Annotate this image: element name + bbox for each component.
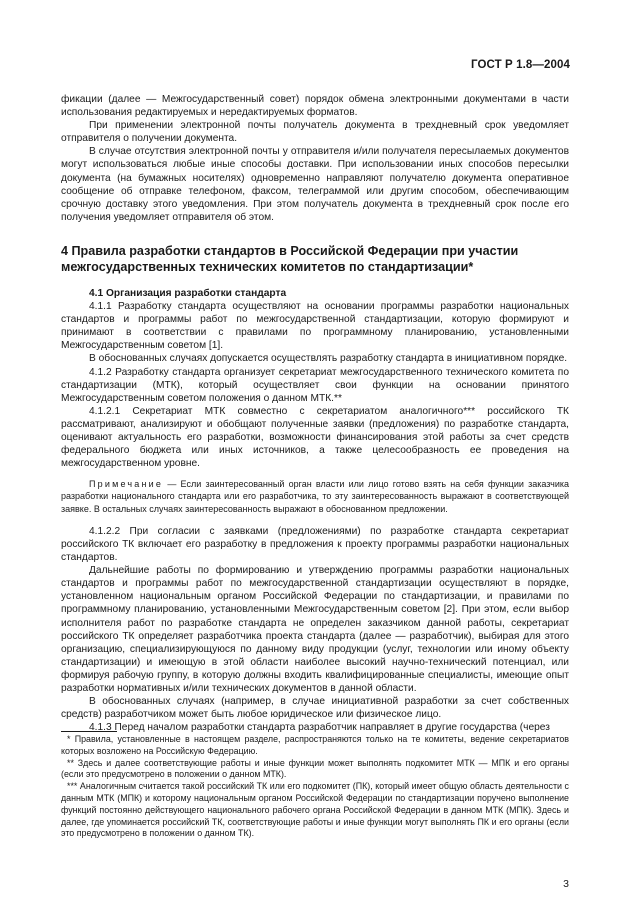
footnote: * Правила, установленные в настоящем разделе, распространяются только на те комитеты, ведение секретариатов которых возложено на Российскую Федерацию.	[61, 734, 569, 756]
subsection-heading: 4.1 Организация разработки стандарта	[89, 287, 287, 299]
clause-4-1-3: 4.1.3 Перед началом разработки стандарта разработчик направляет в другие государства (через	[89, 722, 550, 734]
paragraph: При применении электронной почты получатель документа в трехдневный срок уведомляет отправителя о получении документа.	[61, 120, 569, 145]
footnote: *** Аналогичным считается такой российский ТК или его подкомитет (ПК), который имеет общую область деятельности с данным МТК (МПК) и которому национальным органом Российской Федерации по стандартизации поручено выполнение функций постоянно действующего национального рабочего органа Российской Федерации в данном МТК (МПК). Здесь и далее, где упоминается российский ТК, соответствующие работы и иные функции могут выполнять ПК и его органы (если это предусмотрено в положении о данном ТК).	[61, 781, 569, 839]
section-heading: 4 Правила разработки стандартов в Российской Федерации при участии межгосударственных технических комитетов по стандартизации*	[61, 243, 519, 274]
paragraph: фикации (далее — Межгосударственный совет) порядок обмена электронными документами в части использования редактируемых и нередактируемых форматов.	[61, 94, 569, 119]
paragraph: В обоснованных случаях допускается осуществлять разработку стандарта в инициативном порядке.	[89, 353, 568, 365]
paragraph: В случае отсутствия электронной почты у отправителя и/или получателя пересылаемых документов могут использоваться любые иные способы доставки. При использовании иных способов пересылки документа (на бумажных носителях) одновременно направляют получателю документа оперативное сообщение об отправке телефоном, факсом, телеграммой или другим способом, обеспечивающим срочную доставку этого уведомления. При этом получатель документа в трехдневный срок после его получения уведомляет отправителя об этом.	[61, 146, 569, 223]
clause-4-1-2-1: 4.1.2.1 Секретариат МТК совместно с секретариатом аналогичного*** российского ТК рассматривают, анализируют и обобщают полученные заявки (предложения) по разработке стандарта, оценивают актуальность его разработки, возможности финансирования этой работы за счет средств федерального бюджета или иных источников, а также целесообразность ее проведения на межгосударственном уровне.	[61, 405, 569, 470]
page-number: 3	[563, 878, 569, 890]
paragraph: Дальнейшие работы по формированию и утверждению программы разработки национальных стандартов и программы работ по межгосударственной стандартизации осуществляют в порядке, установленном национальным органом Российской Федерации по стандартизации, и правилами по программному планированию, установленными Межгосударственным советом [2]. При этом, если выбор исполнителя работ по разработке стандарта не определен заказчиком данной работы, секретариат российского ТК определяет разработчика проекта стандарта (далее — разработчик), выбирая для этого организацию, специализирующуюся по данному виду продукции (услуг, технологии или иному объекту стандартизации) и имеющую в этой области наиболее высокий научно-технический потенциал, или формируя рабочую группу, в которую должны входить квалифицированные специалисты, имеющие опыт разработки нормативных и/или технических документов в данной области.	[61, 565, 569, 694]
clause-4-1-2-2: 4.1.2.2 При согласии с заявками (предложениями) по разработке стандарта секретариат российского ТК включает его разработку в предложения к проекту программы разработки национальных стандартов.	[61, 525, 569, 564]
note	[61, 478, 569, 515]
footnote: ** Здесь и далее соответствующие работы и иные функции может выполнять подкомитет МТК — МПК и его органы (если это предусмотрено в положении о данном МТК).	[61, 757, 569, 780]
page-header-doc-code: ГОСТ Р 1.8—2004	[471, 59, 570, 71]
note-label: Примечание	[89, 479, 164, 490]
footnote-divider	[61, 731, 117, 732]
paragraph: В обоснованных случаях (например, в случае инициативной разработки за счет собственных средств) разработчиком может быть любое юридическое или физическое лицо.	[61, 696, 569, 721]
main-text	[61, 93, 569, 734]
footnotes	[61, 734, 569, 840]
note-text: — Если заинтересованный орган власти или лицо готово взять на себя функции заказчика разработки национального стандарта или его разработчика, то эту заинтересованность выражают в соответствующей заявке. В остальных случаях заинтересованность выражают в обоснованном предложении.	[61, 479, 569, 514]
clause-4-1-1: 4.1.1 Разработку стандарта осуществляют на основании программы разработки национальных стандартов и программы работ по межгосударственной стандартизации, которую формируют и принимают в соответствии с правилами по программному планированию, установленными Межгосударственным советом [1].	[61, 301, 569, 352]
clause-4-1-2: 4.1.2 Разработку стандарта организует секретариат межгосударственного технического комитета по стандартизации (МТК), который осуществляет свои функции на основании принятого Межгосударственным советом положения о данном МТК.**	[61, 366, 569, 404]
